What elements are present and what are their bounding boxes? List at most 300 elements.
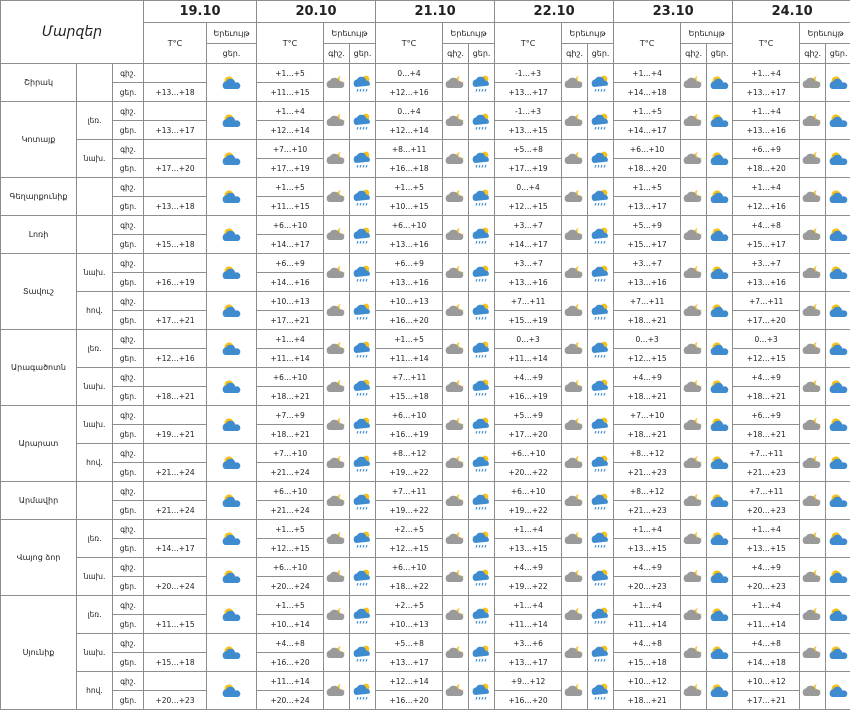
day-header: ցեր. xyxy=(826,44,850,64)
partly-cloudy-night-icon xyxy=(564,454,586,472)
day-weather-cell xyxy=(707,292,733,330)
temp-value: +13…+17 xyxy=(495,653,562,672)
period-label: գիշ. xyxy=(113,292,144,311)
partly-cloudy-night-icon xyxy=(445,682,467,700)
temp-value: +21…+23 xyxy=(614,463,681,482)
day-weather-cell xyxy=(588,634,614,672)
temp-19: +17…+21 xyxy=(144,311,207,330)
temp-value: +1…+4 xyxy=(257,102,324,121)
night-weather-cell xyxy=(681,216,707,254)
night-weather-cell xyxy=(800,672,826,710)
rain-icon xyxy=(352,416,374,434)
partly-cloudy-night-icon xyxy=(564,264,586,282)
temp-value: +4…+8 xyxy=(614,634,681,653)
partly-cloudy-night-icon xyxy=(683,74,705,92)
partly-cloudy-night-icon xyxy=(445,454,467,472)
temp-value: +8…+11 xyxy=(376,140,443,159)
temp-value: +18…+21 xyxy=(614,387,681,406)
night-weather-cell xyxy=(800,254,826,292)
temp-19 xyxy=(144,216,207,235)
period-label: գիշ. xyxy=(113,102,144,121)
weather-icon-cell xyxy=(207,254,257,292)
temp-value: +10…+12 xyxy=(733,672,800,691)
temp-value: +20…+23 xyxy=(614,577,681,596)
day-weather-cell xyxy=(469,64,495,102)
period-label: գիշ. xyxy=(113,178,144,197)
temp-value: +17…+21 xyxy=(257,311,324,330)
day-weather-cell xyxy=(350,64,376,102)
partly-sunny-icon xyxy=(828,302,850,320)
temp-value: +1…+5 xyxy=(257,596,324,615)
temp-value: +11…+14 xyxy=(495,349,562,368)
weather-header: Երեւույթ xyxy=(681,23,733,44)
period-label: գիշ. xyxy=(113,634,144,653)
partly-sunny-icon xyxy=(828,340,850,358)
temp-value: +6…+10 xyxy=(495,482,562,501)
subregion-name: լեռ. xyxy=(77,596,113,634)
day-weather-cell xyxy=(707,444,733,482)
temp-value: +4…+8 xyxy=(733,216,800,235)
day-header: ցեր. xyxy=(207,44,257,64)
temp-value: -1…+3 xyxy=(495,64,562,83)
temp-header: T°C xyxy=(376,23,443,64)
day-header: ցեր. xyxy=(350,44,376,64)
weather-icon-cell xyxy=(207,444,257,482)
temp-19 xyxy=(144,292,207,311)
temp-value: +17…+20 xyxy=(733,311,800,330)
period-label: ցեր. xyxy=(113,615,144,634)
partly-cloudy-night-icon xyxy=(802,606,824,624)
temp-header: T°C xyxy=(495,23,562,64)
table-row xyxy=(1,64,850,83)
night-weather-cell xyxy=(324,406,350,444)
night-weather-cell xyxy=(681,330,707,368)
day-weather-cell xyxy=(469,178,495,216)
partly-cloudy-night-icon xyxy=(326,644,348,662)
temp-value: +4…+9 xyxy=(733,558,800,577)
temp-value: +20…+23 xyxy=(733,501,800,520)
temp-value: +16…+18 xyxy=(376,159,443,178)
day-weather-cell xyxy=(588,406,614,444)
rain-icon xyxy=(352,606,374,624)
partly-sunny-icon xyxy=(221,340,243,358)
temp-value: +10…+13 xyxy=(376,615,443,634)
subregion-empty xyxy=(77,216,113,254)
temp-value: +13…+16 xyxy=(733,273,800,292)
night-weather-cell xyxy=(800,520,826,558)
temp-value: +1…+5 xyxy=(614,178,681,197)
partly-cloudy-night-icon xyxy=(445,416,467,434)
region-name: Արմավիր xyxy=(1,482,77,520)
partly-cloudy-night-icon xyxy=(564,302,586,320)
day-weather-cell xyxy=(707,672,733,710)
temp-value: +6…+10 xyxy=(495,444,562,463)
partly-cloudy-night-icon xyxy=(564,226,586,244)
temp-19 xyxy=(144,102,207,121)
day-weather-cell xyxy=(350,406,376,444)
temp-value: +16…+19 xyxy=(495,387,562,406)
subregion-name: հով. xyxy=(77,672,113,710)
rain-icon xyxy=(352,302,374,320)
day-weather-cell xyxy=(588,140,614,178)
night-weather-cell xyxy=(800,330,826,368)
temp-value: +6…+10 xyxy=(376,406,443,425)
weather-icon-cell xyxy=(207,368,257,406)
day-weather-cell xyxy=(826,178,850,216)
temp-value: +6…+9 xyxy=(733,140,800,159)
night-weather-cell xyxy=(324,520,350,558)
temp-value: +1…+4 xyxy=(733,520,800,539)
rain-icon xyxy=(352,492,374,510)
temp-value: +11…+14 xyxy=(376,349,443,368)
temp-value: +7…+11 xyxy=(733,292,800,311)
partly-cloudy-night-icon xyxy=(445,264,467,282)
temp-value: +10…+13 xyxy=(376,292,443,311)
rain-icon xyxy=(471,150,493,168)
temp-19 xyxy=(144,444,207,463)
partly-sunny-icon xyxy=(709,226,731,244)
rain-icon xyxy=(590,188,612,206)
night-header: գիշ. xyxy=(562,44,588,64)
rain-icon xyxy=(471,454,493,472)
weather-icon-cell xyxy=(207,178,257,216)
night-weather-cell xyxy=(443,178,469,216)
partly-sunny-icon xyxy=(709,454,731,472)
temp-value: +6…+10 xyxy=(257,368,324,387)
temp-value: +13…+15 xyxy=(495,539,562,558)
temp-value: +21…+24 xyxy=(257,501,324,520)
temp-value: +19…+22 xyxy=(376,463,443,482)
weather-header: Երեւույթ xyxy=(207,23,257,44)
temp-value: +1…+4 xyxy=(495,596,562,615)
night-weather-cell xyxy=(562,64,588,102)
date-header: 21.10 xyxy=(376,1,495,23)
region-name: Արագածոտն xyxy=(1,330,77,406)
rain-icon xyxy=(352,112,374,130)
rain-icon xyxy=(590,150,612,168)
temp-value: +5…+8 xyxy=(376,634,443,653)
night-weather-cell xyxy=(681,634,707,672)
region-name: Գեղարքունիք xyxy=(1,178,77,216)
temp-value: +1…+4 xyxy=(614,520,681,539)
temp-value: +18…+22 xyxy=(376,577,443,596)
temp-19: +15…+18 xyxy=(144,653,207,672)
rain-icon xyxy=(590,454,612,472)
weather-icon-cell xyxy=(207,64,257,102)
night-weather-cell xyxy=(800,178,826,216)
weather-icon-cell xyxy=(207,520,257,558)
temp-19 xyxy=(144,672,207,691)
night-weather-cell xyxy=(443,292,469,330)
temp-19: +15…+18 xyxy=(144,235,207,254)
temp-value: +13…+17 xyxy=(495,83,562,102)
temp-value: +9…+12 xyxy=(495,672,562,691)
day-weather-cell xyxy=(350,672,376,710)
day-weather-cell xyxy=(469,254,495,292)
night-weather-cell xyxy=(324,672,350,710)
night-weather-cell xyxy=(800,216,826,254)
temp-value: +18…+21 xyxy=(614,691,681,710)
partly-cloudy-night-icon xyxy=(564,112,586,130)
night-weather-cell xyxy=(562,292,588,330)
temp-header: T°C xyxy=(614,23,681,64)
period-label: գիշ. xyxy=(113,406,144,425)
temp-value: +12…+15 xyxy=(376,539,443,558)
day-weather-cell xyxy=(469,482,495,520)
partly-cloudy-night-icon xyxy=(802,112,824,130)
temp-value: +12…+15 xyxy=(495,197,562,216)
night-weather-cell xyxy=(800,444,826,482)
temp-19: +12…+16 xyxy=(144,349,207,368)
subregion-name: նախ. xyxy=(77,140,113,178)
partly-sunny-icon xyxy=(221,568,243,586)
temp-value: +10…+15 xyxy=(376,197,443,216)
period-label: գիշ. xyxy=(113,672,144,691)
temp-value: +4…+9 xyxy=(495,368,562,387)
night-weather-cell xyxy=(443,596,469,634)
temp-value: +4…+8 xyxy=(733,634,800,653)
partly-cloudy-night-icon xyxy=(445,378,467,396)
night-header: գիշ. xyxy=(800,44,826,64)
temp-value: +6…+9 xyxy=(257,254,324,273)
period-label: ցեր. xyxy=(113,235,144,254)
partly-cloudy-night-icon xyxy=(802,74,824,92)
partly-cloudy-night-icon xyxy=(326,530,348,548)
partly-cloudy-night-icon xyxy=(683,378,705,396)
partly-sunny-icon xyxy=(828,74,850,92)
period-label: ցեր. xyxy=(113,159,144,178)
day-weather-cell xyxy=(350,444,376,482)
day-weather-cell xyxy=(469,216,495,254)
partly-cloudy-night-icon xyxy=(802,150,824,168)
day-weather-cell xyxy=(826,672,850,710)
rain-icon xyxy=(471,340,493,358)
day-weather-cell xyxy=(588,520,614,558)
temp-value: +19…+22 xyxy=(495,577,562,596)
partly-cloudy-night-icon xyxy=(326,682,348,700)
table-row xyxy=(1,102,850,121)
day-weather-cell xyxy=(469,596,495,634)
day-weather-cell xyxy=(826,368,850,406)
rain-icon xyxy=(352,188,374,206)
subregion-empty xyxy=(77,178,113,216)
rain-icon xyxy=(471,416,493,434)
regions-header: Մարզեր xyxy=(1,1,144,64)
temp-value: +13…+17 xyxy=(614,197,681,216)
partly-sunny-icon xyxy=(221,454,243,472)
partly-cloudy-night-icon xyxy=(564,530,586,548)
day-weather-cell xyxy=(707,520,733,558)
day-weather-cell xyxy=(826,292,850,330)
partly-cloudy-night-icon xyxy=(683,340,705,358)
temp-value: +16…+20 xyxy=(376,691,443,710)
day-weather-cell xyxy=(588,216,614,254)
partly-cloudy-night-icon xyxy=(326,378,348,396)
partly-cloudy-night-icon xyxy=(683,454,705,472)
temp-value: +18…+20 xyxy=(733,159,800,178)
day-weather-cell xyxy=(826,482,850,520)
temp-value: +1…+4 xyxy=(733,64,800,83)
temp-value: +13…+16 xyxy=(733,121,800,140)
temp-19: +21…+24 xyxy=(144,463,207,482)
partly-sunny-icon xyxy=(828,264,850,282)
night-weather-cell xyxy=(324,558,350,596)
day-weather-cell xyxy=(588,330,614,368)
partly-cloudy-night-icon xyxy=(445,112,467,130)
partly-cloudy-night-icon xyxy=(445,74,467,92)
partly-cloudy-night-icon xyxy=(683,568,705,586)
night-weather-cell xyxy=(443,482,469,520)
night-weather-cell xyxy=(681,254,707,292)
temp-value: +17…+21 xyxy=(733,691,800,710)
partly-cloudy-night-icon xyxy=(326,226,348,244)
partly-sunny-icon xyxy=(828,150,850,168)
period-label: ցեր. xyxy=(113,653,144,672)
rain-icon xyxy=(352,682,374,700)
night-weather-cell xyxy=(800,368,826,406)
partly-cloudy-night-icon xyxy=(445,150,467,168)
day-weather-cell xyxy=(469,330,495,368)
temp-19 xyxy=(144,140,207,159)
day-weather-cell xyxy=(588,178,614,216)
partly-cloudy-night-icon xyxy=(802,568,824,586)
temp-19: +13…+18 xyxy=(144,197,207,216)
temp-value: +7…+9 xyxy=(257,406,324,425)
temp-value: +16…+20 xyxy=(376,311,443,330)
temp-value: +20…+23 xyxy=(733,577,800,596)
table-row xyxy=(1,178,850,197)
temp-value: +15…+18 xyxy=(614,653,681,672)
partly-sunny-icon xyxy=(828,568,850,586)
night-weather-cell xyxy=(562,444,588,482)
temp-value: +18…+21 xyxy=(614,425,681,444)
night-weather-cell xyxy=(562,482,588,520)
temp-value: +7…+11 xyxy=(495,292,562,311)
rain-icon xyxy=(590,682,612,700)
night-weather-cell xyxy=(562,406,588,444)
partly-cloudy-night-icon xyxy=(326,264,348,282)
day-header: ցեր. xyxy=(588,44,614,64)
night-weather-cell xyxy=(681,596,707,634)
night-weather-cell xyxy=(681,368,707,406)
temp-value: +14…+17 xyxy=(495,235,562,254)
day-weather-cell xyxy=(707,102,733,140)
partly-cloudy-night-icon xyxy=(564,644,586,662)
night-weather-cell xyxy=(562,672,588,710)
partly-sunny-icon xyxy=(709,492,731,510)
rain-icon xyxy=(352,226,374,244)
rain-icon xyxy=(590,606,612,624)
day-weather-cell xyxy=(707,216,733,254)
night-weather-cell xyxy=(681,520,707,558)
temp-value: +3…+7 xyxy=(614,254,681,273)
period-label: ցեր. xyxy=(113,539,144,558)
day-weather-cell xyxy=(469,368,495,406)
temp-value: +19…+22 xyxy=(376,501,443,520)
subregion-name: նախ. xyxy=(77,406,113,444)
partly-cloudy-night-icon xyxy=(564,74,586,92)
night-weather-cell xyxy=(443,444,469,482)
rain-icon xyxy=(590,416,612,434)
partly-cloudy-night-icon xyxy=(802,302,824,320)
temp-19 xyxy=(144,406,207,425)
partly-sunny-icon xyxy=(828,188,850,206)
rain-icon xyxy=(590,378,612,396)
temp-value: +7…+11 xyxy=(614,292,681,311)
day-weather-cell xyxy=(707,558,733,596)
temp-19 xyxy=(144,482,207,501)
temp-value: +12…+16 xyxy=(376,83,443,102)
weather-header: Երեւույթ xyxy=(443,23,495,44)
temp-value: +18…+21 xyxy=(733,387,800,406)
table-row xyxy=(1,444,850,463)
date-header: 23.10 xyxy=(614,1,733,23)
temp-value: +5…+9 xyxy=(614,216,681,235)
temp-19 xyxy=(144,178,207,197)
day-weather-cell xyxy=(588,596,614,634)
forecast-body xyxy=(1,64,850,710)
night-header: գիշ. xyxy=(681,44,707,64)
temp-value: +4…+9 xyxy=(614,368,681,387)
temp-value: +17…+19 xyxy=(495,159,562,178)
temp-value: +1…+4 xyxy=(733,178,800,197)
day-header: ցեր. xyxy=(707,44,733,64)
temp-value: +1…+5 xyxy=(257,64,324,83)
temp-value: +16…+19 xyxy=(376,425,443,444)
date-header: 20.10 xyxy=(257,1,376,23)
period-label: ցեր. xyxy=(113,83,144,102)
partly-cloudy-night-icon xyxy=(802,416,824,434)
subregion-name: նախ. xyxy=(77,558,113,596)
region-name: Լոռի xyxy=(1,216,77,254)
temp-value: +7…+11 xyxy=(733,482,800,501)
temp-value: +11…+14 xyxy=(257,349,324,368)
temp-value: +1…+5 xyxy=(257,520,324,539)
temp-value: +19…+22 xyxy=(495,501,562,520)
partly-cloudy-night-icon xyxy=(326,492,348,510)
weather-icon-cell xyxy=(207,216,257,254)
temp-value: +11…+15 xyxy=(257,197,324,216)
day-weather-cell xyxy=(826,254,850,292)
temp-19: +20…+23 xyxy=(144,691,207,710)
partly-sunny-icon xyxy=(221,492,243,510)
day-weather-cell xyxy=(350,292,376,330)
temp-value: +11…+15 xyxy=(257,83,324,102)
temp-value: +14…+18 xyxy=(614,83,681,102)
partly-sunny-icon xyxy=(709,378,731,396)
temp-value: +7…+10 xyxy=(257,140,324,159)
temp-value: +1…+5 xyxy=(257,178,324,197)
partly-cloudy-night-icon xyxy=(683,150,705,168)
temp-value: +1…+4 xyxy=(733,102,800,121)
night-weather-cell xyxy=(681,672,707,710)
day-weather-cell xyxy=(350,330,376,368)
night-weather-cell xyxy=(800,406,826,444)
temp-value: +1…+5 xyxy=(614,102,681,121)
temp-value: +15…+18 xyxy=(376,387,443,406)
night-weather-cell xyxy=(681,292,707,330)
table-row xyxy=(1,140,850,159)
night-weather-cell xyxy=(681,64,707,102)
night-header: գիշ. xyxy=(324,44,350,64)
partly-sunny-icon xyxy=(221,530,243,548)
night-weather-cell xyxy=(562,102,588,140)
partly-cloudy-night-icon xyxy=(683,606,705,624)
temp-value: +1…+4 xyxy=(257,330,324,349)
night-weather-cell xyxy=(324,64,350,102)
partly-cloudy-night-icon xyxy=(445,226,467,244)
temp-value: +12…+15 xyxy=(614,349,681,368)
